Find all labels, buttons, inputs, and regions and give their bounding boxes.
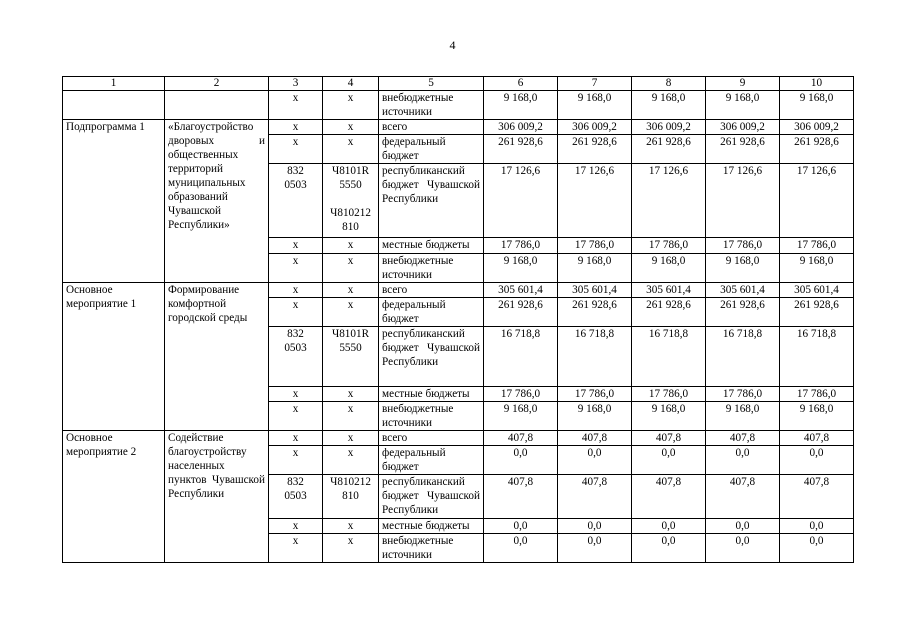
funding-source-cell: внебюджетные источники: [379, 402, 484, 431]
funding-source-cell: местные бюджеты: [379, 238, 484, 254]
funding-source-cell: всего: [379, 120, 484, 135]
amount-cell: 407,8: [558, 431, 632, 446]
program-title-cell: Формирование комфортной городской среды: [165, 283, 269, 431]
amount-cell: 407,8: [706, 431, 780, 446]
column-number-3: 3: [269, 77, 323, 91]
target-article-cell: x: [323, 402, 379, 431]
amount-cell: 17 126,6: [558, 164, 632, 238]
amount-cell: 9 168,0: [558, 91, 632, 120]
amount-cell: 16 718,8: [780, 327, 854, 387]
amount-cell: 261 928,6: [706, 135, 780, 164]
amount-cell: 17 786,0: [484, 238, 558, 254]
amount-cell: 305 601,4: [780, 283, 854, 298]
amount-cell: 305 601,4: [706, 283, 780, 298]
amount-cell: 17 786,0: [632, 238, 706, 254]
amount-cell: 261 928,6: [632, 298, 706, 327]
amount-cell: 261 928,6: [558, 135, 632, 164]
funding-source-cell: местные бюджеты: [379, 387, 484, 402]
funding-source-cell: федеральный бюджет: [379, 446, 484, 475]
target-article-cell: x: [323, 446, 379, 475]
program-name-cell: Подпрограмма 1: [63, 120, 165, 283]
funding-source-cell: внебюджетные источники: [379, 534, 484, 563]
table-row: [63, 120, 854, 135]
funding-source-cell: всего: [379, 283, 484, 298]
amount-cell: 0,0: [558, 446, 632, 475]
budget-code-cell: x: [269, 120, 323, 135]
amount-cell: 17 786,0: [558, 387, 632, 402]
amount-cell: 305 601,4: [484, 283, 558, 298]
program-title-cell: Содействие благоустройству населенных пунктов Чувашской Республики: [165, 431, 269, 563]
amount-cell: 306 009,2: [780, 120, 854, 135]
amount-cell: 0,0: [632, 519, 706, 534]
amount-cell: 17 786,0: [706, 387, 780, 402]
page-number: 4: [449, 38, 456, 52]
amount-cell: 261 928,6: [484, 135, 558, 164]
amount-cell: 0,0: [484, 519, 558, 534]
amount-cell: 0,0: [780, 519, 854, 534]
amount-cell: 407,8: [706, 475, 780, 519]
amount-cell: 0,0: [780, 534, 854, 563]
budget-code-cell: x: [269, 298, 323, 327]
amount-cell: 407,8: [484, 475, 558, 519]
target-article-cell: x: [323, 135, 379, 164]
amount-cell: 9 168,0: [484, 91, 558, 120]
column-number-5: 5: [379, 77, 484, 91]
amount-cell: 261 928,6: [558, 298, 632, 327]
amount-cell: 0,0: [558, 534, 632, 563]
amount-cell: 17 786,0: [484, 387, 558, 402]
column-number-9: 9: [706, 77, 780, 91]
amount-cell: 0,0: [484, 534, 558, 563]
program-name-cell: Основное мероприятие 2: [63, 431, 165, 563]
budget-code-cell: x: [269, 238, 323, 254]
budget-code-cell: x: [269, 446, 323, 475]
funding-source-cell: местные бюджеты: [379, 519, 484, 534]
header-row: [63, 77, 854, 91]
program-name-cell: Основное мероприятие 1: [63, 283, 165, 431]
amount-cell: 0,0: [632, 446, 706, 475]
amount-cell: 9 168,0: [632, 91, 706, 120]
amount-cell: 0,0: [558, 519, 632, 534]
target-article-cell: x: [323, 431, 379, 446]
table-row: [63, 431, 854, 446]
column-number-4: 4: [323, 77, 379, 91]
target-article-cell: x: [323, 298, 379, 327]
amount-cell: 17 126,6: [632, 164, 706, 238]
amount-cell: 9 168,0: [780, 402, 854, 431]
table-row: [63, 91, 854, 120]
amount-cell: 17 786,0: [780, 387, 854, 402]
amount-cell: 0,0: [780, 446, 854, 475]
budget-code-cell: x: [269, 534, 323, 563]
target-article-cell: x: [323, 120, 379, 135]
amount-cell: 305 601,4: [558, 283, 632, 298]
amount-cell: 9 168,0: [632, 402, 706, 431]
amount-cell: 9 168,0: [780, 254, 854, 283]
amount-cell: 9 168,0: [780, 91, 854, 120]
target-article-cell: x: [323, 534, 379, 563]
funding-source-cell: внебюджетные источники: [379, 91, 484, 120]
amount-cell: 16 718,8: [632, 327, 706, 387]
amount-cell: 9 168,0: [706, 254, 780, 283]
amount-cell: 9 168,0: [484, 402, 558, 431]
budget-code-cell: 832 0503: [269, 327, 323, 387]
budget-code-cell: x: [269, 402, 323, 431]
budget-code-cell: x: [269, 519, 323, 534]
amount-cell: 261 928,6: [484, 298, 558, 327]
column-number-10: 10: [780, 77, 854, 91]
amount-cell: 306 009,2: [558, 120, 632, 135]
amount-cell: 0,0: [484, 446, 558, 475]
column-number-6: 6: [484, 77, 558, 91]
column-number-2: 2: [165, 77, 269, 91]
target-article-cell: x: [323, 283, 379, 298]
amount-cell: 261 928,6: [780, 135, 854, 164]
amount-cell: 16 718,8: [558, 327, 632, 387]
amount-cell: 17 126,6: [706, 164, 780, 238]
column-number-1: 1: [63, 77, 165, 91]
target-article-cell: x: [323, 238, 379, 254]
amount-cell: 306 009,2: [484, 120, 558, 135]
amount-cell: 407,8: [558, 475, 632, 519]
amount-cell: 9 168,0: [484, 254, 558, 283]
funding-source-cell: республиканский бюджет Чувашской Республики: [379, 475, 484, 519]
amount-cell: 9 168,0: [558, 254, 632, 283]
budget-code-cell: x: [269, 387, 323, 402]
amount-cell: 407,8: [484, 431, 558, 446]
target-article-cell: x: [323, 254, 379, 283]
amount-cell: 9 168,0: [706, 402, 780, 431]
amount-cell: 16 718,8: [484, 327, 558, 387]
amount-cell: 0,0: [706, 446, 780, 475]
amount-cell: 261 928,6: [706, 298, 780, 327]
funding-source-cell: федеральный бюджет: [379, 135, 484, 164]
amount-cell: 9 168,0: [558, 402, 632, 431]
column-number-8: 8: [632, 77, 706, 91]
amount-cell: 261 928,6: [632, 135, 706, 164]
funding-source-cell: внебюджетные источники: [379, 254, 484, 283]
amount-cell: 17 786,0: [706, 238, 780, 254]
target-article-cell: x: [323, 519, 379, 534]
amount-cell: 17 786,0: [780, 238, 854, 254]
amount-cell: 0,0: [632, 534, 706, 563]
amount-cell: 407,8: [780, 431, 854, 446]
amount-cell: 306 009,2: [632, 120, 706, 135]
amount-cell: 0,0: [706, 519, 780, 534]
table-row: [63, 283, 854, 298]
target-article-cell: Ч8101R 5550 Ч810212 810: [323, 164, 379, 238]
target-article-cell: Ч8101R 5550: [323, 327, 379, 387]
amount-cell: 305 601,4: [632, 283, 706, 298]
budget-code-cell: x: [269, 254, 323, 283]
program-name-cell: [63, 91, 165, 120]
funding-source-cell: федеральный бюджет: [379, 298, 484, 327]
budget-code-cell: x: [269, 135, 323, 164]
funding-source-cell: республиканский бюджет Чувашской Республики: [379, 164, 484, 238]
budget-code-cell: 832 0503: [269, 164, 323, 238]
amount-cell: 17 126,6: [780, 164, 854, 238]
budget-code-cell: x: [269, 283, 323, 298]
amount-cell: 0,0: [706, 534, 780, 563]
funding-source-cell: всего: [379, 431, 484, 446]
amount-cell: 261 928,6: [780, 298, 854, 327]
amount-cell: 9 168,0: [632, 254, 706, 283]
program-title-cell: [165, 91, 269, 120]
budget-code-cell: x: [269, 431, 323, 446]
amount-cell: 407,8: [632, 475, 706, 519]
amount-cell: 16 718,8: [706, 327, 780, 387]
budget-code-cell: x: [269, 91, 323, 120]
budget-code-cell: 832 0503: [269, 475, 323, 519]
budget-table: [62, 76, 854, 563]
amount-cell: 17 786,0: [632, 387, 706, 402]
amount-cell: 306 009,2: [706, 120, 780, 135]
funding-source-cell: республиканский бюджет Чувашской Республики: [379, 327, 484, 387]
amount-cell: 17 786,0: [558, 238, 632, 254]
target-article-cell: Ч810212 810: [323, 475, 379, 519]
target-article-cell: x: [323, 91, 379, 120]
target-article-cell: x: [323, 387, 379, 402]
amount-cell: 9 168,0: [706, 91, 780, 120]
amount-cell: 407,8: [780, 475, 854, 519]
amount-cell: 17 126,6: [484, 164, 558, 238]
program-title-cell: «Благоустройство дворовых и общественных территорий муниципальных образований Чувашской Республики»: [165, 120, 269, 283]
column-number-7: 7: [558, 77, 632, 91]
amount-cell: 407,8: [632, 431, 706, 446]
